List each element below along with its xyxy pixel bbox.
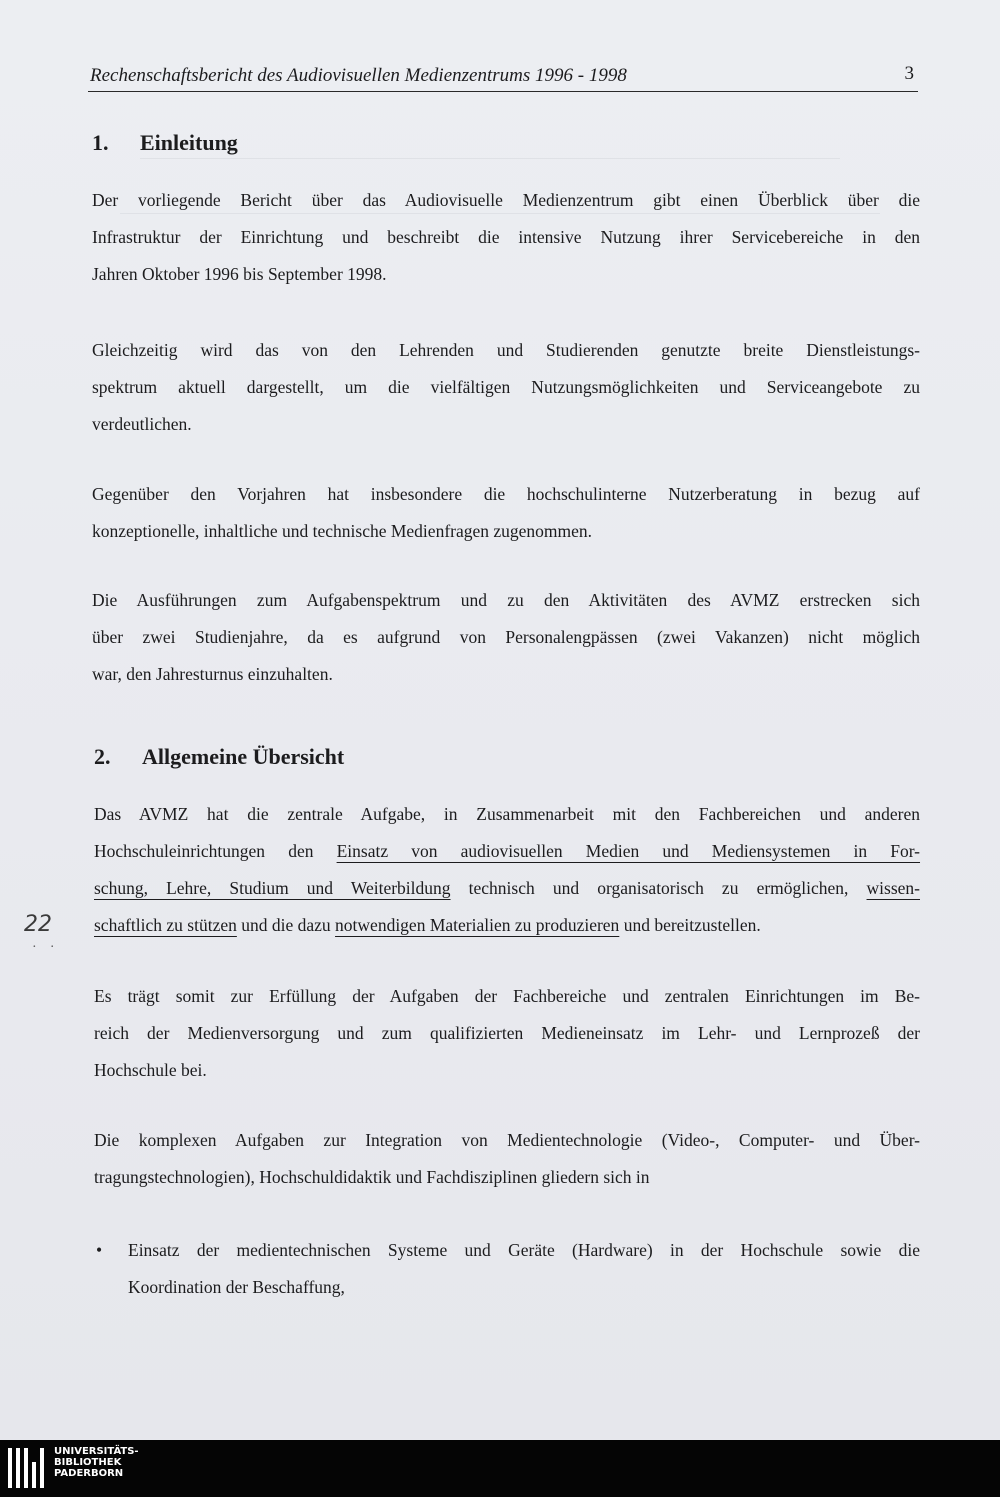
text-line: Infrastruktur der Einrichtung und beschreibt die intensive Nutzung ihrer Servicebereiche in den bbox=[92, 227, 920, 247]
library-name-line: BIBLIOTHEK bbox=[54, 1457, 122, 1468]
library-name-line: UNIVERSITÄTS- bbox=[54, 1446, 139, 1457]
text-line bbox=[94, 907, 920, 944]
paragraph bbox=[92, 332, 920, 443]
running-header bbox=[88, 63, 918, 92]
text-line: war, den Jahresturnus einzuhalten. bbox=[92, 664, 333, 684]
paragraph bbox=[92, 582, 920, 693]
underlined-text: schung, Lehre, Studium und Weiterbildung bbox=[94, 878, 451, 898]
text-line: Gegenüber den Vorjahren hat insbesondere die hochschulinterne Nutzerberatung in bezug auf bbox=[92, 484, 920, 504]
text-line: Der vorliegende Bericht über das Audiovisuelle Medienzentrum gibt einen Überblick über die bbox=[92, 190, 920, 210]
library-name bbox=[54, 1446, 139, 1479]
section-heading-1 bbox=[92, 130, 238, 156]
underlined-text: Einsatz von audiovisuellen Medien und Mediensystemen in For- bbox=[336, 841, 921, 861]
library-name-line: PADERBORN bbox=[54, 1468, 124, 1479]
running-header-title: Rechenschaftsbericht des Audiovisuellen Medienzentrums 1996 - 1998 bbox=[90, 65, 627, 86]
section-number: 1. bbox=[92, 130, 109, 155]
text-run: technisch und organisatorisch zu ermöglichen, bbox=[450, 878, 867, 898]
library-logo-icon bbox=[8, 1448, 48, 1490]
handwritten-margin-note: 22 bbox=[24, 912, 52, 937]
text-line: Das AVMZ hat die zentrale Aufgabe, in Zusammenarbeit mit den Fachbereichen und anderen bbox=[94, 804, 920, 824]
text-line: verdeutlichen. bbox=[92, 414, 192, 434]
text-line: Jahren Oktober 1996 bis September 1998. bbox=[92, 264, 387, 284]
text-line: über zwei Studienjahre, da es aufgrund von Personalengpässen (zwei Vakanzen) nicht möglich bbox=[92, 627, 920, 647]
text-line bbox=[94, 833, 920, 870]
text-line: Einsatz der medientechnischen Systeme und Geräte (Hardware) in der Hochschule sowie die bbox=[128, 1240, 920, 1260]
underlined-text: schaftlich zu stützen bbox=[94, 915, 237, 935]
text-line: spektrum aktuell dargestellt, um die vielfältigen Nutzungsmöglichkeiten und Serviceangebote zu bbox=[92, 377, 920, 397]
text-line: Koordination der Beschaffung, bbox=[128, 1277, 345, 1297]
text-line bbox=[94, 870, 920, 907]
underlined-text: wissen- bbox=[866, 878, 920, 898]
section-heading-2 bbox=[94, 744, 344, 770]
section-title: Einleitung bbox=[140, 130, 238, 155]
text-line: Es trägt somit zur Erfüllung der Aufgaben der Fachbereiche und zentralen Einrichtungen im Be- bbox=[94, 986, 920, 1006]
underlined-text: notwendigen Materialien zu produzieren bbox=[335, 915, 620, 935]
library-footer-bar bbox=[0, 1440, 1000, 1497]
text-run: Hochschuleinrichtungen den bbox=[94, 841, 337, 861]
text-line: tragungstechnologien), Hochschuldidaktik und Fachdisziplinen gliedern sich in bbox=[94, 1167, 650, 1187]
text-line: reich der Medienversorgung und zum qualifizierten Medieneinsatz im Lehr- und Lernprozeß der bbox=[94, 1023, 920, 1043]
text-line: Die Ausführungen zum Aufgabenspektrum und zu den Aktivitäten des AVMZ erstrecken sich bbox=[92, 590, 920, 610]
list-item-text bbox=[128, 1232, 920, 1306]
paragraph bbox=[94, 978, 920, 1089]
text-line: Die komplexen Aufgaben zur Integration von Medientechnologie (Video-, Computer- und Über- bbox=[94, 1130, 920, 1150]
text-line: Gleichzeitig wird das von den Lehrenden und Studierenden genutzte breite Dienstleistungs- bbox=[92, 340, 920, 360]
section-number: 2. bbox=[94, 744, 111, 769]
text-line: konzeptionelle, inhaltliche und technische Medienfragen zugenommen. bbox=[92, 521, 593, 541]
text-line: Hochschule bei. bbox=[94, 1060, 207, 1080]
section-title: Allgemeine Übersicht bbox=[142, 744, 345, 769]
paragraph bbox=[92, 182, 920, 293]
text-run: und die dazu bbox=[236, 915, 336, 935]
text-run: und bereitzustellen. bbox=[619, 915, 761, 935]
paragraph bbox=[92, 476, 920, 550]
paragraph bbox=[94, 796, 920, 944]
paragraph bbox=[94, 1122, 920, 1196]
margin-mark-dots: · · bbox=[32, 940, 61, 955]
bullet-icon: • bbox=[96, 1240, 103, 1260]
page-number: 3 bbox=[904, 63, 914, 84]
